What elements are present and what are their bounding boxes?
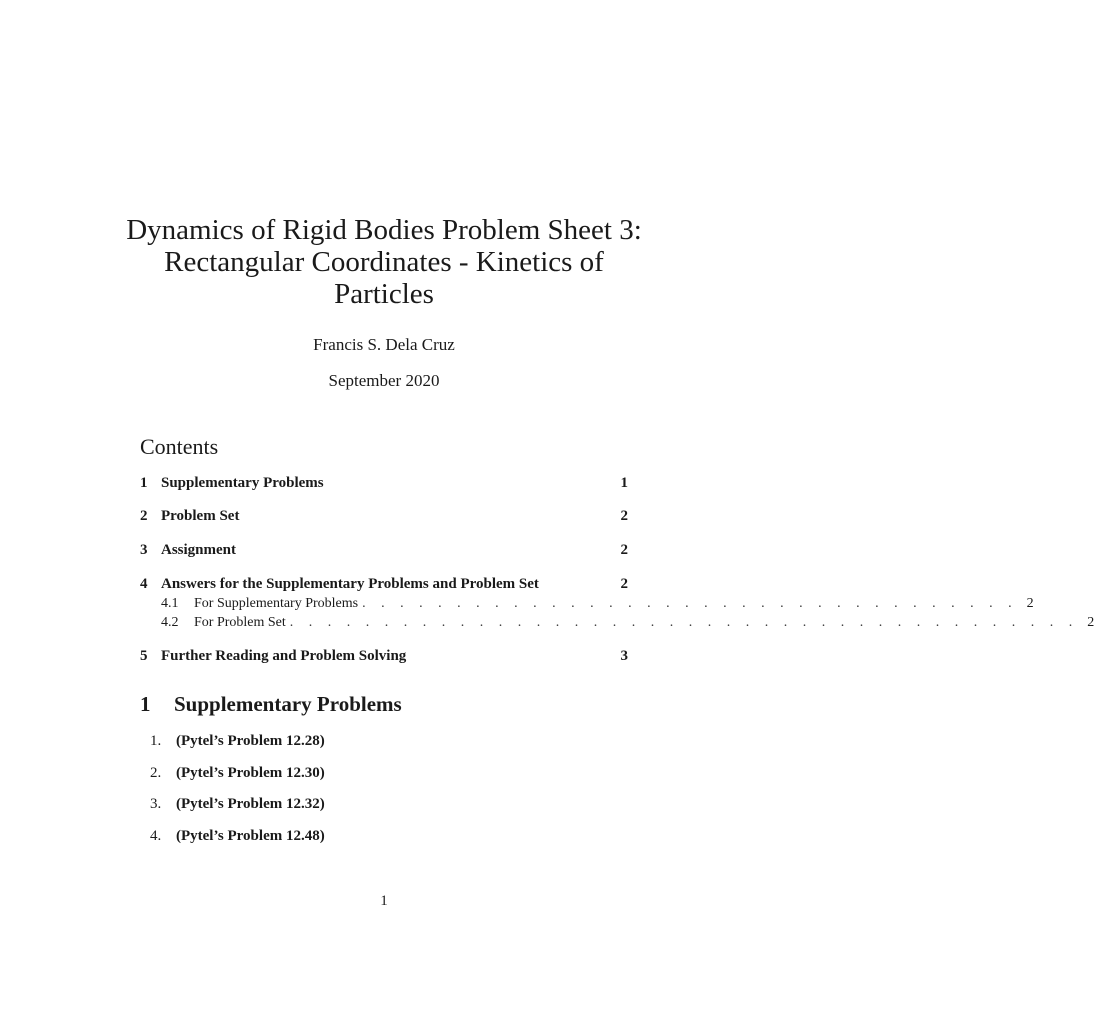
- list-item: [150, 796, 325, 813]
- toc-subentry-title: For Problem Set: [194, 615, 286, 630]
- toc-subentry-number: 4.1: [161, 596, 179, 611]
- toc-entry-number: 3: [140, 542, 148, 558]
- toc-entry-page: 2: [620, 542, 628, 558]
- toc-entry[interactable]: [140, 576, 628, 593]
- list-item: [150, 765, 325, 782]
- title-line: Particles: [334, 278, 434, 310]
- toc-entry-number: 2: [140, 508, 148, 524]
- list-item-number: 1.: [150, 733, 162, 749]
- toc-entry-page: 3: [620, 648, 628, 664]
- toc-entry-title: Problem Set: [161, 508, 240, 524]
- toc-subentry-page: 2: [1087, 615, 1094, 630]
- toc-entry-page: 1: [620, 475, 628, 491]
- toc-entry-title: Answers for the Supplementary Problems and Problem Set: [161, 576, 539, 592]
- toc-entry-page: 2: [620, 576, 628, 592]
- toc-entry[interactable]: [140, 508, 628, 525]
- toc-leader-dots: . . . . . . . . . . . . . . . . . . . . . . . . . . . . . . . . . . . . . . . . . .: [289, 615, 1079, 630]
- contents-heading: Contents: [140, 434, 219, 459]
- toc-entry-number: 1: [140, 475, 148, 491]
- list-item: [150, 733, 325, 750]
- list-item-number: 4.: [150, 828, 162, 844]
- toc-subentry[interactable]: [161, 615, 1094, 631]
- title-line: Dynamics of Rigid Bodies Problem Sheet 3:: [126, 214, 642, 246]
- toc-subentry-page: 2: [1026, 596, 1034, 611]
- toc-entry-page: 2: [620, 508, 628, 524]
- list-item-text: (Pytel’s Problem 12.28): [176, 733, 325, 749]
- toc-entry[interactable]: [140, 475, 628, 492]
- toc-subentry[interactable]: [161, 596, 1034, 612]
- list-item-text: (Pytel’s Problem 12.48): [176, 828, 325, 844]
- list-item: [150, 828, 325, 845]
- toc-entry[interactable]: [140, 648, 628, 665]
- toc-entry-title: Supplementary Problems: [161, 475, 324, 491]
- toc-entry-title: Further Reading and Problem Solving: [161, 648, 407, 664]
- toc-subentry-title: For Supplementary Problems: [194, 596, 359, 611]
- author: Francis S. Dela Cruz: [313, 335, 455, 354]
- toc-subentry-number: 4.2: [161, 615, 179, 630]
- toc-entry-number: 4: [140, 576, 148, 592]
- list-item-text: (Pytel’s Problem 12.32): [176, 796, 325, 812]
- toc-entry-number: 5: [140, 648, 148, 664]
- toc-entry-title: Assignment: [161, 542, 237, 558]
- list-item-number: 2.: [150, 765, 162, 781]
- toc-entry[interactable]: [140, 542, 628, 559]
- section-number: 1: [140, 692, 151, 716]
- page-number: 1: [380, 893, 388, 909]
- document-title: [84, 214, 684, 310]
- list-item-number: 3.: [150, 796, 162, 812]
- toc-leader-dots: . . . . . . . . . . . . . . . . . . . . . . . . . . . . . . . . . . .: [362, 596, 1018, 611]
- section-heading: [140, 692, 402, 717]
- list-item-text: (Pytel’s Problem 12.30): [176, 765, 325, 781]
- date: September 2020: [328, 371, 440, 390]
- title-line: Rectangular Coordinates - Kinetics of: [164, 246, 604, 278]
- section-title: Supplementary Problems: [174, 692, 402, 716]
